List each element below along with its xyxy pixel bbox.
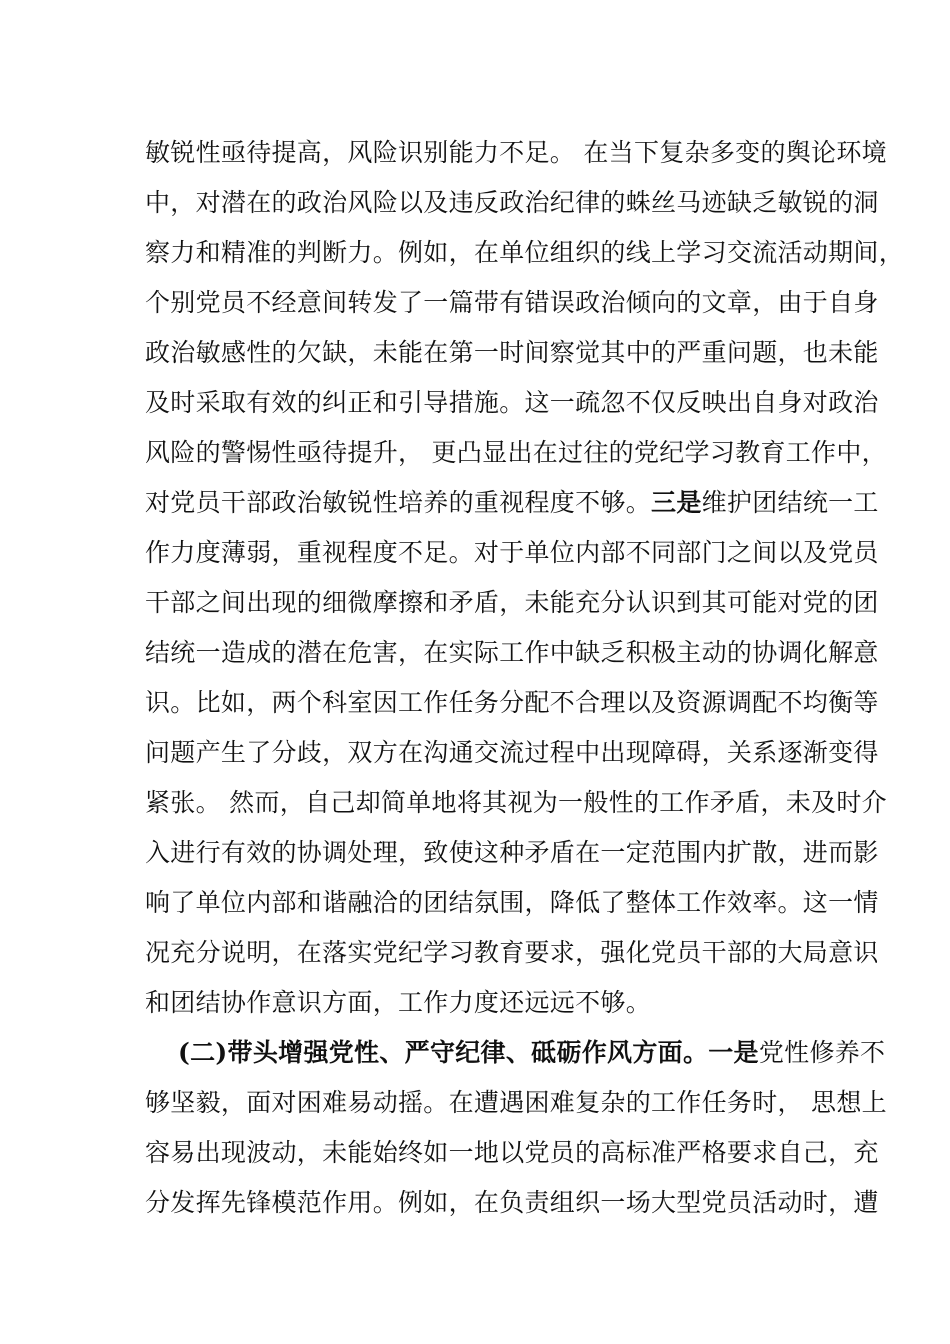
- text-line: 况充分说明，在落实党纪学习教育要求，强化党员干部的大局意识: [145, 938, 879, 967]
- text-line: 够坚毅，面对困难易动摇。在遭遇困难复杂的工作任务时， 思想上: [145, 1088, 887, 1117]
- text-line: 作力度薄弱，重视程度不足。对于单位内部不同部门之间以及党员: [145, 538, 879, 567]
- text-line: 和团结协作意识方面，工作力度还远远不够。: [145, 988, 652, 1017]
- text-line: 及时采取有效的纠正和引导措施。这一疏忽不仅反映出自身对政治: [145, 388, 879, 417]
- text-run: 对党员干部政治敏锐性培养的重视程度不够。: [145, 488, 652, 517]
- text-line: 容易出现波动，未能始终如一地以党员的高标准严格要求自己，充: [145, 1138, 879, 1167]
- text-line: 识。比如，两个科室因工作任务分配不合理以及资源调配不均衡等: [145, 688, 879, 717]
- text-line: 分发挥先锋模范作用。例如，在负责组织一场大型党员活动时，遭: [145, 1188, 879, 1217]
- text-line: 响了单位内部和谐融洽的团结氛围，降低了整体工作效率。这一情: [145, 888, 879, 917]
- text-line: 结统一造成的潜在危害，在实际工作中缺乏积极主动的协调化解意: [145, 638, 879, 667]
- text-line: 风险的警惕性亟待提升， 更凸显出在过往的党纪学习教育工作中，: [145, 438, 887, 467]
- text-line: 中，对潜在的政治风险以及违反政治纪律的蛛丝马迹缺乏敏锐的洞: [145, 188, 879, 217]
- text-line: 干部之间出现的细微摩擦和矛盾，未能充分认识到其可能对党的团: [145, 588, 879, 617]
- text-run: 党性修养不: [758, 1038, 886, 1067]
- section-heading-line: [145, 1028, 886, 1078]
- text-line: 入进行有效的协调处理，致使这种矛盾在一定范围内扩散，进而影: [145, 838, 879, 867]
- text-line: 政治敏感性的欠缺，未能在第一时间察觉其中的严重问题，也未能: [145, 338, 879, 367]
- text-line: 个别党员不经意间转发了一篇带有错误政治倾向的文章，由于自身: [145, 288, 879, 317]
- text-line: 紧张。 然而，自己却简单地将其视为一般性的工作矛盾，未及时介: [145, 788, 887, 817]
- text-line: 问题产生了分歧，双方在沟通交流过程中出现障碍，关系逐渐变得: [145, 738, 879, 767]
- section-heading: (二)带头增强党性、严守纪律、砥砺作风方面。一是: [178, 1038, 759, 1067]
- text-line: 敏锐性亟待提高，风险识别能力不足。 在当下复杂多变的舆论环境: [145, 138, 887, 167]
- bold-marker-three: 三是: [651, 488, 702, 517]
- text-line: 察力和精准的判断力。例如，在单位组织的线上学习交流活动期间，: [145, 238, 905, 267]
- body-text: [145, 128, 905, 1228]
- text-run: 维护团结统一工: [701, 488, 879, 517]
- text-line: [145, 478, 879, 528]
